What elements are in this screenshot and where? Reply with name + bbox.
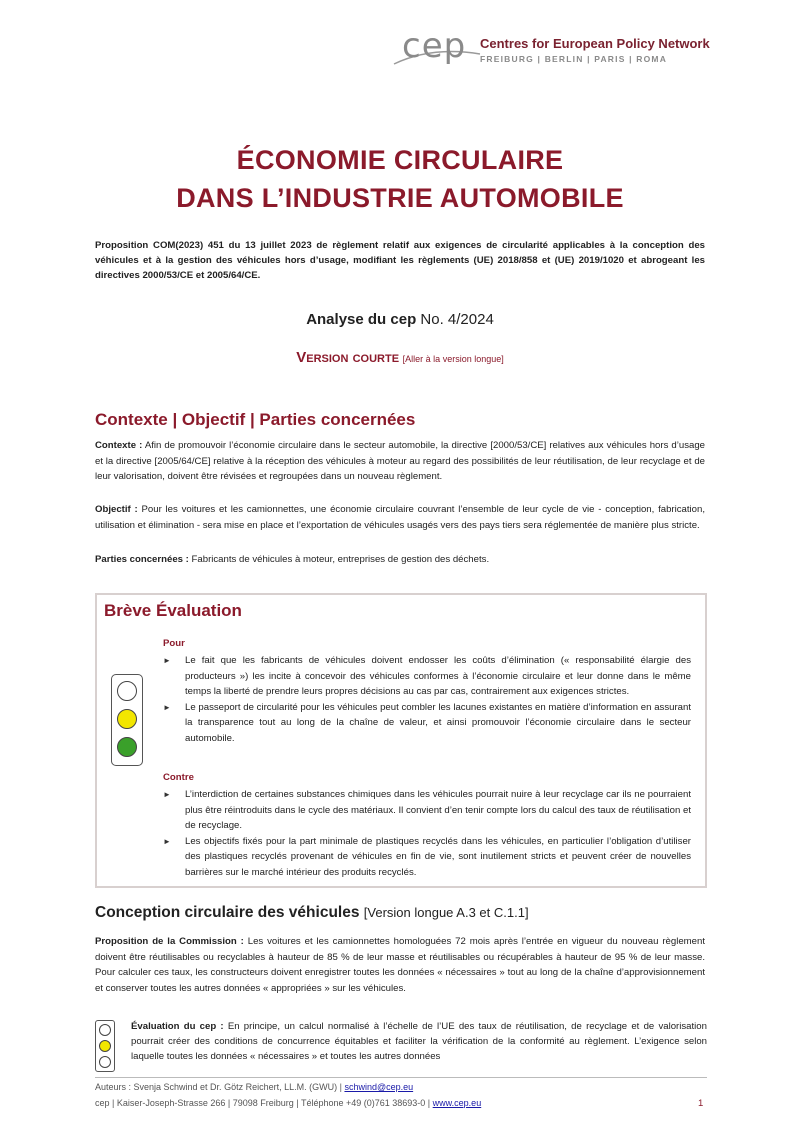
contre-label: Contre (163, 772, 194, 783)
traffic-light-small-lamp-middle (99, 1040, 111, 1052)
traffic-light-small-lamp-bottom (99, 1056, 111, 1068)
traffic-light-small-lamp-top (99, 1024, 111, 1036)
objectif-paragraph: Objectif : Pour les voitures et les camionnettes, une économie circulaire couvrant l’ensemble de leur cycle de vie - conception, fabrication, utilisation et élimination - sera mise en place et l’exportation de véhicules usagés vers des pays tiers sera réglementée de manière plus stricte. (95, 504, 706, 531)
footer-address: cep | Kaiser-Joseph-Strasse 266 | 79098 Freiburg | Téléphone +49 (0)761 38693-0 | www.cep.eu (95, 1098, 482, 1108)
footer-divider (95, 1077, 707, 1078)
parties-paragraph: Parties concernées : Fabricants de véhicules à moteur, entreprises de gestion des déchets. (95, 554, 490, 565)
org-cities: FREIBURG | BERLIN | PARIS | ROMA (480, 54, 668, 64)
analysis-label: Analyse du cep (306, 311, 417, 328)
pour-label: Pour (163, 638, 185, 649)
contre-list (163, 787, 691, 881)
logo-cep-text: cep (402, 26, 467, 66)
commission-proposal-paragraph: Proposition de la Commission : Les voitures et les camionnettes homologuées 72 mois après l’entrée en vigueur du nouveau règlement doivent être réutilisables ou recyclables à hauteur de 85 % de leur masse et réutilisables ou récupérables à hauteur de 95 % de leur masse. Pour calculer ces taux, les constructeurs doivent enregistrer toutes les données « nécessaires » tout au long de la chaîne d’approvisionnement et conserver toutes les autres données « appropriées » sur les véhicules. (95, 936, 706, 994)
version-label: Version courte (296, 349, 400, 366)
author-email-link[interactable]: schwind@cep.eu (344, 1082, 414, 1092)
traffic-light-small-icon (95, 1020, 115, 1072)
cep-evaluation-paragraph: Évaluation du cep : En principe, un calcul normalisé à l’échelle de l’UE des taux de réutilisation, de recyclage et de valorisation pourrait créer des conditions de concurrence équitables et faciliter la vérification de la conformité au règlement. L’exigence selon laquelle toutes les données « nécessaires » et toutes les autres données (131, 1021, 707, 1063)
list-item: ► Les objectifs fixés pour la part minimale de plastiques recyclés dans les véhicules, en particulier l’obligation d’utiliser des plastiques recyclés provenant de véhicules en fin de vie, sont inutilement stricts et peuvent créer de nouvelles barrières sur le marché intérieur des produits recyclés. (163, 834, 691, 881)
pour-list (163, 653, 691, 747)
cep-logo (392, 24, 712, 72)
analysis-no: No. 4/2024 (420, 311, 494, 328)
footer-authors: Auteurs : Svenja Schwind et Dr. Götz Reichert, LL.M. (GWU) | schwind@cep.eu (95, 1082, 414, 1092)
contexte-paragraph: Contexte : Afin de promouvoir l’économie circulaire dans le secteur automobile, la directive [2000/53/CE] relatives aux véhicules hors d’usage et la directive [2005/64/CE] relative à la réception des véhicules à moteur au regard des possibilités de leur réutilisation, de leur recyclage et de leur valorisation, doivent être révisées et regroupées dans un nouveau règlement. (95, 440, 706, 483)
proposal-reference: Proposition COM(2023) 451 du 13 juillet 2023 de règlement relatif aux exigences de circularité applicables à la conception des véhicules et à la gestion des véhicules hors d’usage, modifiant les règlements (UE) 2018/858 et (UE) 2019/1020 et abrogeant les directives 2000/53/CE et 2005/64/CE. (95, 240, 705, 281)
context-heading: Contexte | Objectif | Parties concernées (95, 410, 416, 429)
title-line-2: DANS L’INDUSTRIE AUTOMOBILE (176, 183, 624, 213)
version-line (0, 349, 800, 366)
long-version-ref: [Version longue A.3 et C.1.1] (363, 905, 529, 920)
traffic-light-yellow-lamp (117, 709, 137, 729)
long-version-link[interactable]: [Aller à la version longue] (402, 354, 504, 364)
org-name: Centres for European Policy Network (480, 36, 710, 51)
list-item: ► Le passeport de circularité pour les véhicules peut combler les lacunes existantes en matière d’information en assurant la transparence tout au long de la chaîne de valeur, et ainsi promouvoir l’économie circulaire dans le secteur automobile. (163, 700, 691, 747)
list-item: ► L’interdiction de certaines substances chimiques dans les véhicules pourrait nuire à leur recyclage car ils ne pourraient plus être réintroduits dans le cycle des matériaux. Il convient d’en tenir compte lors du calcul des taux de réutilisation et de recyclage. (163, 787, 691, 834)
title-line-1: ÉCONOMIE CIRCULAIRE (236, 145, 564, 175)
traffic-light-white-lamp (117, 681, 137, 701)
analysis-number (0, 311, 800, 328)
conception-heading: Conception circulaire des véhicules [Version longue A.3 et C.1.1] (95, 904, 529, 921)
list-item: ► Le fait que les fabricants de véhicules doivent endosser les coûts d’élimination (« responsabilité élargie des producteurs ») les incite à concevoir des véhicules conformes à l’économie circulaire et leur donne dans le même temps la liberté de prendre leurs propres décisions au cas par cas, contrairement aux exigences strictes. (163, 653, 691, 700)
box-title: Brève Évaluation (104, 601, 242, 620)
page-number: 1 (698, 1098, 704, 1109)
website-link[interactable]: www.cep.eu (432, 1098, 482, 1108)
traffic-light-icon (111, 674, 143, 766)
traffic-light-green-lamp (117, 737, 137, 757)
brief-evaluation-box (95, 593, 707, 888)
